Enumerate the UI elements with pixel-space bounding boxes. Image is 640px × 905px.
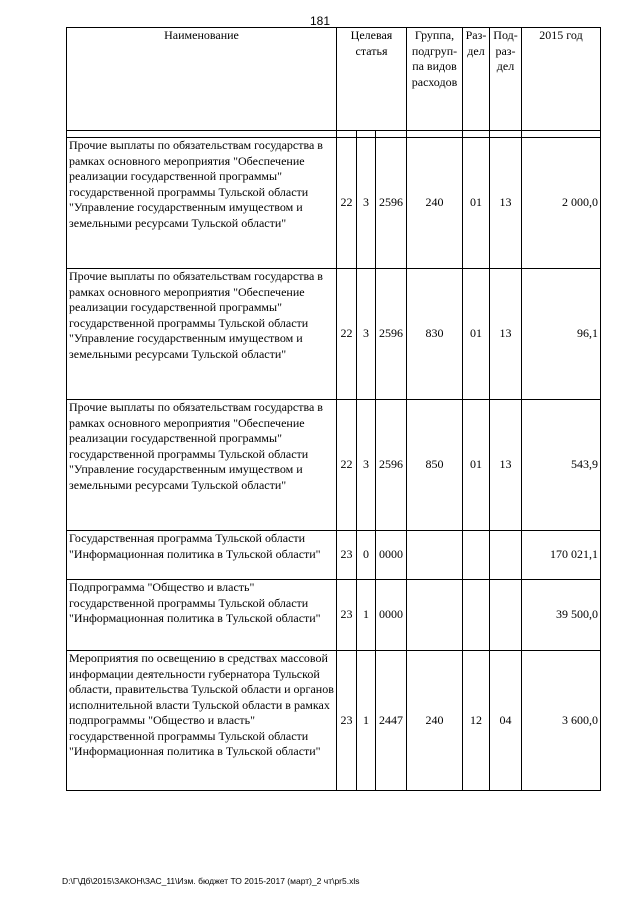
subprogram-code: 3 [357, 138, 376, 269]
subsection [490, 531, 522, 580]
section: 01 [463, 400, 490, 531]
header-expense-group: Группа, подгруп-па видов расходов [407, 28, 463, 131]
row-name: Прочие выплаты по обязательствам государства в рамках основного мероприятия "Обеспечение реализации государственной программы" государственной программы Тульской области "Управление государственным имуществом и земельными ресурсами Тульской области" [67, 400, 337, 531]
budget-table [66, 27, 601, 791]
header-name: Наименование [67, 28, 337, 131]
table-header-row [67, 28, 601, 131]
header-target-article: Целевая статья [337, 28, 407, 131]
program-code: 22 [337, 400, 357, 531]
subsection: 04 [490, 651, 522, 791]
row-name: Подпрограмма "Общество и власть" государственной программы Тульской области "Информационная политика в Тульской области" [67, 580, 337, 651]
subsection: 13 [490, 269, 522, 400]
table-row [67, 651, 601, 791]
header-spacer-row [67, 131, 601, 138]
header-section: Раз-дел [463, 28, 490, 131]
program-code: 23 [337, 651, 357, 791]
amount-2015: 170 021,1 [522, 531, 601, 580]
program-code: 22 [337, 138, 357, 269]
section [463, 580, 490, 651]
subsection [490, 580, 522, 651]
direction-code: 0000 [376, 531, 407, 580]
expense-group: 240 [407, 138, 463, 269]
table-row [67, 138, 601, 269]
program-code: 23 [337, 580, 357, 651]
direction-code: 0000 [376, 580, 407, 651]
subprogram-code: 1 [357, 651, 376, 791]
table-row [67, 400, 601, 531]
amount-2015: 543,9 [522, 400, 601, 531]
section: 12 [463, 651, 490, 791]
subprogram-code: 3 [357, 400, 376, 531]
subsection: 13 [490, 138, 522, 269]
direction-code: 2447 [376, 651, 407, 791]
subprogram-code: 3 [357, 269, 376, 400]
direction-code: 2596 [376, 400, 407, 531]
subsection: 13 [490, 400, 522, 531]
direction-code: 2596 [376, 269, 407, 400]
page-number: 181 [309, 14, 331, 28]
expense-group: 850 [407, 400, 463, 531]
table-row [67, 580, 601, 651]
program-code: 22 [337, 269, 357, 400]
subprogram-code: 1 [357, 580, 376, 651]
amount-2015: 2 000,0 [522, 138, 601, 269]
expense-group [407, 531, 463, 580]
direction-code: 2596 [376, 138, 407, 269]
program-code: 23 [337, 531, 357, 580]
table-row [67, 531, 601, 580]
section: 01 [463, 138, 490, 269]
section [463, 531, 490, 580]
amount-2015: 96,1 [522, 269, 601, 400]
row-name: Прочие выплаты по обязательствам государства в рамках основного мероприятия "Обеспечение реализации государственной программы" государственной программы Тульской области "Управление государственным имуществом и земельными ресурсами Тульской области" [67, 269, 337, 400]
expense-group [407, 580, 463, 651]
header-subsection: Под-раз-дел [490, 28, 522, 131]
file-path-footer: D:\Г\Дб\2015\ЗАКОН\ЗАС_11\Изм. бюджет ТО 2015-2017 (март)_2 чт\pr5.xls [62, 876, 360, 886]
amount-2015: 39 500,0 [522, 580, 601, 651]
table-row [67, 269, 601, 400]
header-year-2015: 2015 год [522, 28, 601, 131]
row-name: Прочие выплаты по обязательствам государства в рамках основного мероприятия "Обеспечение реализации государственной программы" государственной программы Тульской области "Управление государственным имуществом и земельными ресурсами Тульской области" [67, 138, 337, 269]
row-name: Мероприятия по освещению в средствах массовой информации деятельности губернатора Тульской области, правительства Тульской области и органов исполнительной власти Тульской области в рамках подпрограммы "Общество и власть" государственной программы Тульской области "Информационная политика в Тульской области" [67, 651, 337, 791]
row-name: Государственная программа Тульской области "Информационная политика в Тульской области" [67, 531, 337, 580]
subprogram-code: 0 [357, 531, 376, 580]
expense-group: 830 [407, 269, 463, 400]
section: 01 [463, 269, 490, 400]
amount-2015: 3 600,0 [522, 651, 601, 791]
expense-group: 240 [407, 651, 463, 791]
